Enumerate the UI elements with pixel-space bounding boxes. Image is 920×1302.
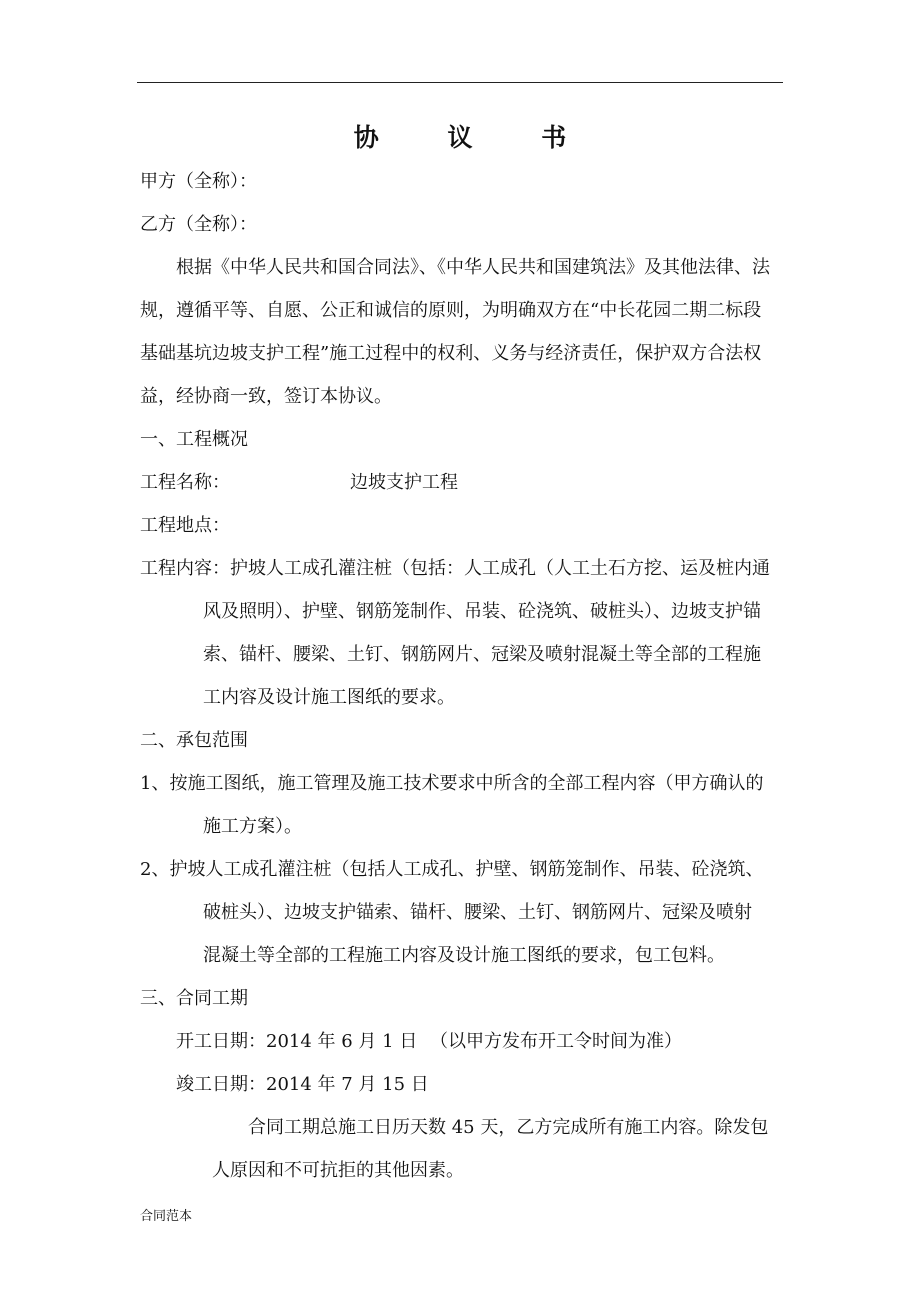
start-date: 开工日期：2014 年 6 月 1 日 — [176, 1031, 418, 1052]
preamble-line-1: 根据《中华人民共和国合同法》、《中华人民共和国建筑法》及其他法律、法 — [176, 257, 770, 278]
duration-line-1: 合同工期总施工日历天数 45 天，乙方完成所有施工内容。除发包 — [248, 1117, 769, 1138]
project-location-label: 工程地点： — [140, 515, 230, 536]
start-date-note: （以甲方发布开工令时间为准） — [430, 1031, 682, 1052]
project-name-value: 边坡支护工程 — [350, 472, 458, 493]
scope-item-2-line-3: 混凝土等全部的工程施工内容及设计施工图纸的要求，包工包料。 — [203, 945, 725, 966]
scope-item-2-line-2: 破桩头）、边坡支护锚索、锚杆、腰梁、土钉、钢筋网片、冠梁及喷射 — [203, 902, 752, 923]
scope-item-1-line-2: 施工方案）。 — [203, 816, 302, 837]
section-3-heading: 三、合同工期 — [140, 988, 248, 1009]
header-rule — [137, 82, 783, 83]
project-name-label: 工程名称： — [140, 472, 230, 493]
scope-item-1-line-1: 1、按施工图纸，施工管理及施工技术要求中所含的全部工程内容（甲方确认的 — [140, 773, 764, 794]
page-footer: 合同范本 — [140, 1209, 193, 1224]
project-content-line-1: 工程内容：护坡人工成孔灌注桩（包括：人工成孔（人工土石方挖、运及桩内通 — [140, 558, 770, 579]
preamble-line-4: 益，经协商一致，签订本协议。 — [140, 386, 392, 407]
section-2-heading: 二、承包范围 — [140, 730, 248, 751]
preamble-line-3: 基础基坑边坡支护工程”施工过程中的权利、义务与经济责任，保护双方合法权 — [140, 343, 762, 364]
section-1-heading: 一、工程概况 — [140, 429, 248, 450]
project-content-line-4: 工内容及设计施工图纸的要求。 — [203, 687, 455, 708]
project-content-line-3: 索、锚杆、腰梁、土钉、钢筋网片、冠梁及喷射混凝土等全部的工程施 — [203, 644, 761, 665]
scope-item-2-line-1: 2、护坡人工成孔灌注桩（包括人工成孔、护壁、钢筋笼制作、吊装、砼浇筑、 — [140, 859, 764, 880]
party-a-line: 甲方（全称）： — [140, 171, 257, 192]
duration-line-2: 人原因和不可抗拒的其他因素。 — [212, 1160, 464, 1181]
party-b-line: 乙方（全称）： — [140, 214, 257, 235]
document-title: 协 议 书 — [353, 123, 597, 152]
project-content-line-2: 风及照明）、护壁、钢筋笼制作、吊装、砼浇筑、破桩头）、边坡支护锚 — [203, 601, 761, 622]
end-date: 竣工日期：2014 年 7 月 15 日 — [176, 1074, 429, 1095]
preamble-line-2: 规，遵循平等、自愿、公正和诚信的原则，为明确双方在“中长花园二期二标段 — [140, 300, 762, 321]
